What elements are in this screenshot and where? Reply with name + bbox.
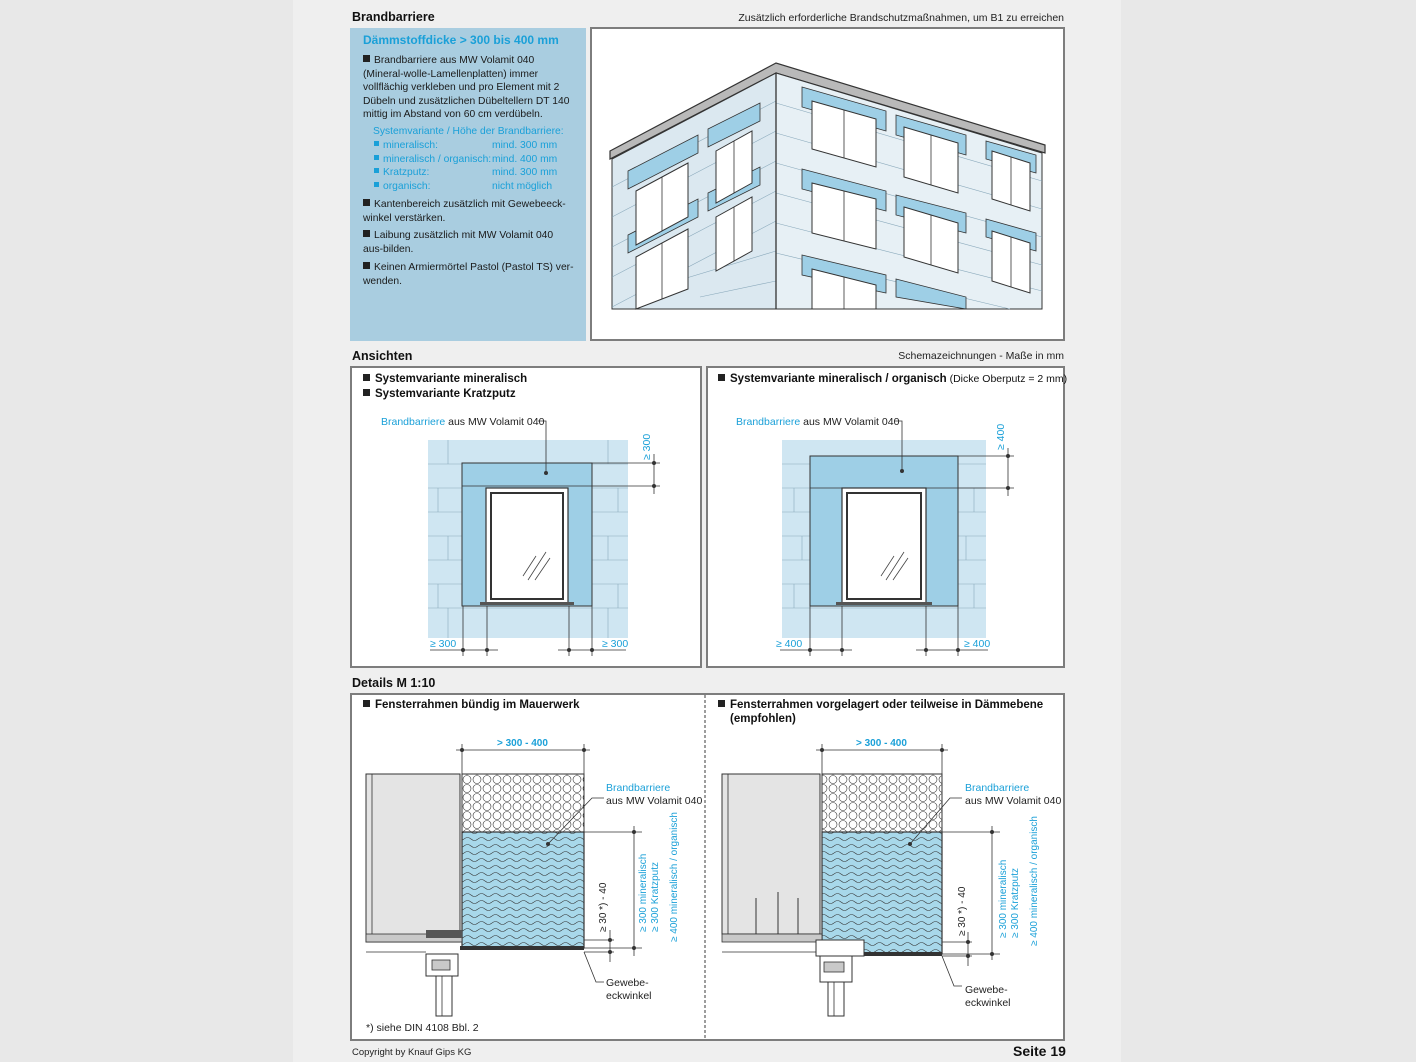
view-right-dim-l: ≥ 400 — [776, 638, 803, 650]
detail-right-label-blue: Brandbarriere — [965, 782, 1030, 794]
section-title-brandbarriere: Brandbarriere — [352, 10, 435, 24]
view-left-dim-v: ≥ 300 — [641, 433, 653, 460]
view-right-dim-v: ≥ 400 — [995, 423, 1007, 450]
view-left-dim-l: ≥ 300 — [430, 638, 457, 650]
detail-left-gewebe-2: eckwinkel — [606, 990, 652, 1002]
detail-right-dim-b2: ≥ 300 Kratzputz — [1010, 868, 1021, 938]
building-illustration — [590, 27, 1065, 341]
view-left-label: Brandbarriere aus MW Volamit 040 — [381, 416, 545, 428]
view-left-dim-r: ≥ 300 — [602, 638, 629, 650]
detail-left-dim-b3: ≥ 400 mineralisch / organisch — [669, 812, 680, 942]
detail-right-caption-1: Fensterrahmen vorgelagert oder teilweise in Dämmebene — [718, 699, 1043, 711]
detail-left-dim-a: ≥ 30 *) - 40 — [598, 882, 609, 932]
detail-right-caption-2: (empfohlen) — [730, 713, 796, 725]
section-note-b1: Zusätzlich erforderliche Brandschutzmaßnahmen, um B1 zu erreichen — [738, 12, 1064, 24]
detail-left-dim-b1: ≥ 300 mineralisch — [638, 853, 649, 932]
detail-right-label-rest: aus MW Volamit 040 — [965, 795, 1062, 807]
panel-row-kratzputz: Kratzputz: mind. 300 mm — [374, 167, 564, 178]
panel-item-1: Brandbarriere aus MW Volamit 040 (Mineral-wolle-Lamellenplatten) immer vollflächig verkleben und pro Element mit 2 Dübeln und zusätzlichen Dübeltellern DT 140 mittig im Abstand von 60 cm verdübeln. — [363, 55, 570, 121]
view-right-label: Brandbarriere aus MW Volamit 040 — [736, 416, 900, 428]
panel-row-organisch: organisch: nicht möglich — [374, 181, 564, 192]
panel-row-mineralisch: mineralisch: mind. 300 mm — [374, 140, 564, 151]
section-note-schema: Schemazeichnungen - Maße in mm — [898, 350, 1064, 362]
detail-right-dim-b3: ≥ 400 mineralisch / organisch — [1029, 816, 1040, 946]
detail-left-dim-b2: ≥ 300 Kratzputz — [650, 862, 661, 932]
view-right-drawing — [706, 366, 1065, 668]
footer-page-number: Seite 19 — [1013, 1043, 1066, 1059]
panel-item-4: Keinen Armiermörtel Pastol (Pastol TS) ver-wenden. — [363, 262, 574, 287]
detail-left-drawing — [352, 730, 702, 1030]
detail-right-dim-a: ≥ 30 *) - 40 — [957, 886, 968, 936]
detail-left-label-rest: aus MW Volamit 040 — [606, 795, 703, 807]
detail-right-dim-top: > 300 - 400 — [856, 738, 907, 749]
detail-footnote: *) siehe DIN 4108 Bbl. 2 — [366, 1022, 479, 1034]
section-title-ansichten: Ansichten — [352, 349, 413, 363]
view-left-caption-2: Systemvariante Kratzputz — [363, 388, 516, 400]
footer-copyright: Copyright by Knauf Gips KG — [352, 1047, 472, 1058]
section-title-details: Details M 1:10 — [352, 676, 436, 690]
detail-right-dim-b1: ≥ 300 mineralisch — [998, 859, 1009, 938]
view-right-dim-r: ≥ 400 — [964, 638, 991, 650]
view-left-drawing — [350, 366, 702, 668]
details-divider — [703, 695, 707, 1039]
detail-left-label-blue-color: Brandbarriere — [606, 782, 671, 794]
view-right-caption: Systemvariante mineralisch / organisch (Dicke Oberputz = 2 mm) — [718, 373, 1067, 385]
detail-right-gewebe-2: eckwinkel — [965, 997, 1011, 1009]
panel-row-mineralisch-organisch: mineralisch / organisch: mind. 400 mm — [374, 154, 564, 165]
detail-right-gewebe-1: Gewebe- — [965, 984, 1008, 996]
detail-left-caption: Fensterrahmen bündig im Mauerwerk — [363, 699, 580, 711]
panel-heading: Dämmstoffdicke > 300 bis 400 mm — [363, 33, 559, 47]
detail-left-dim-top: > 300 - 400 — [497, 738, 548, 749]
panel-item-2: Kantenbereich zusätzlich mit Gewebeeck-winkel verstärken. — [363, 199, 566, 224]
detail-left-gewebe-1: Gewebe- — [606, 977, 649, 989]
view-left-caption-1: Systemvariante mineralisch — [363, 373, 527, 385]
panel-item-3: Laibung zusätzlich mit MW Volamit 040 aus-bilden. — [363, 230, 554, 255]
detail-right-drawing — [708, 730, 1063, 1030]
panel-subheading: Systemvariante / Höhe der Brandbarriere: — [373, 126, 564, 137]
